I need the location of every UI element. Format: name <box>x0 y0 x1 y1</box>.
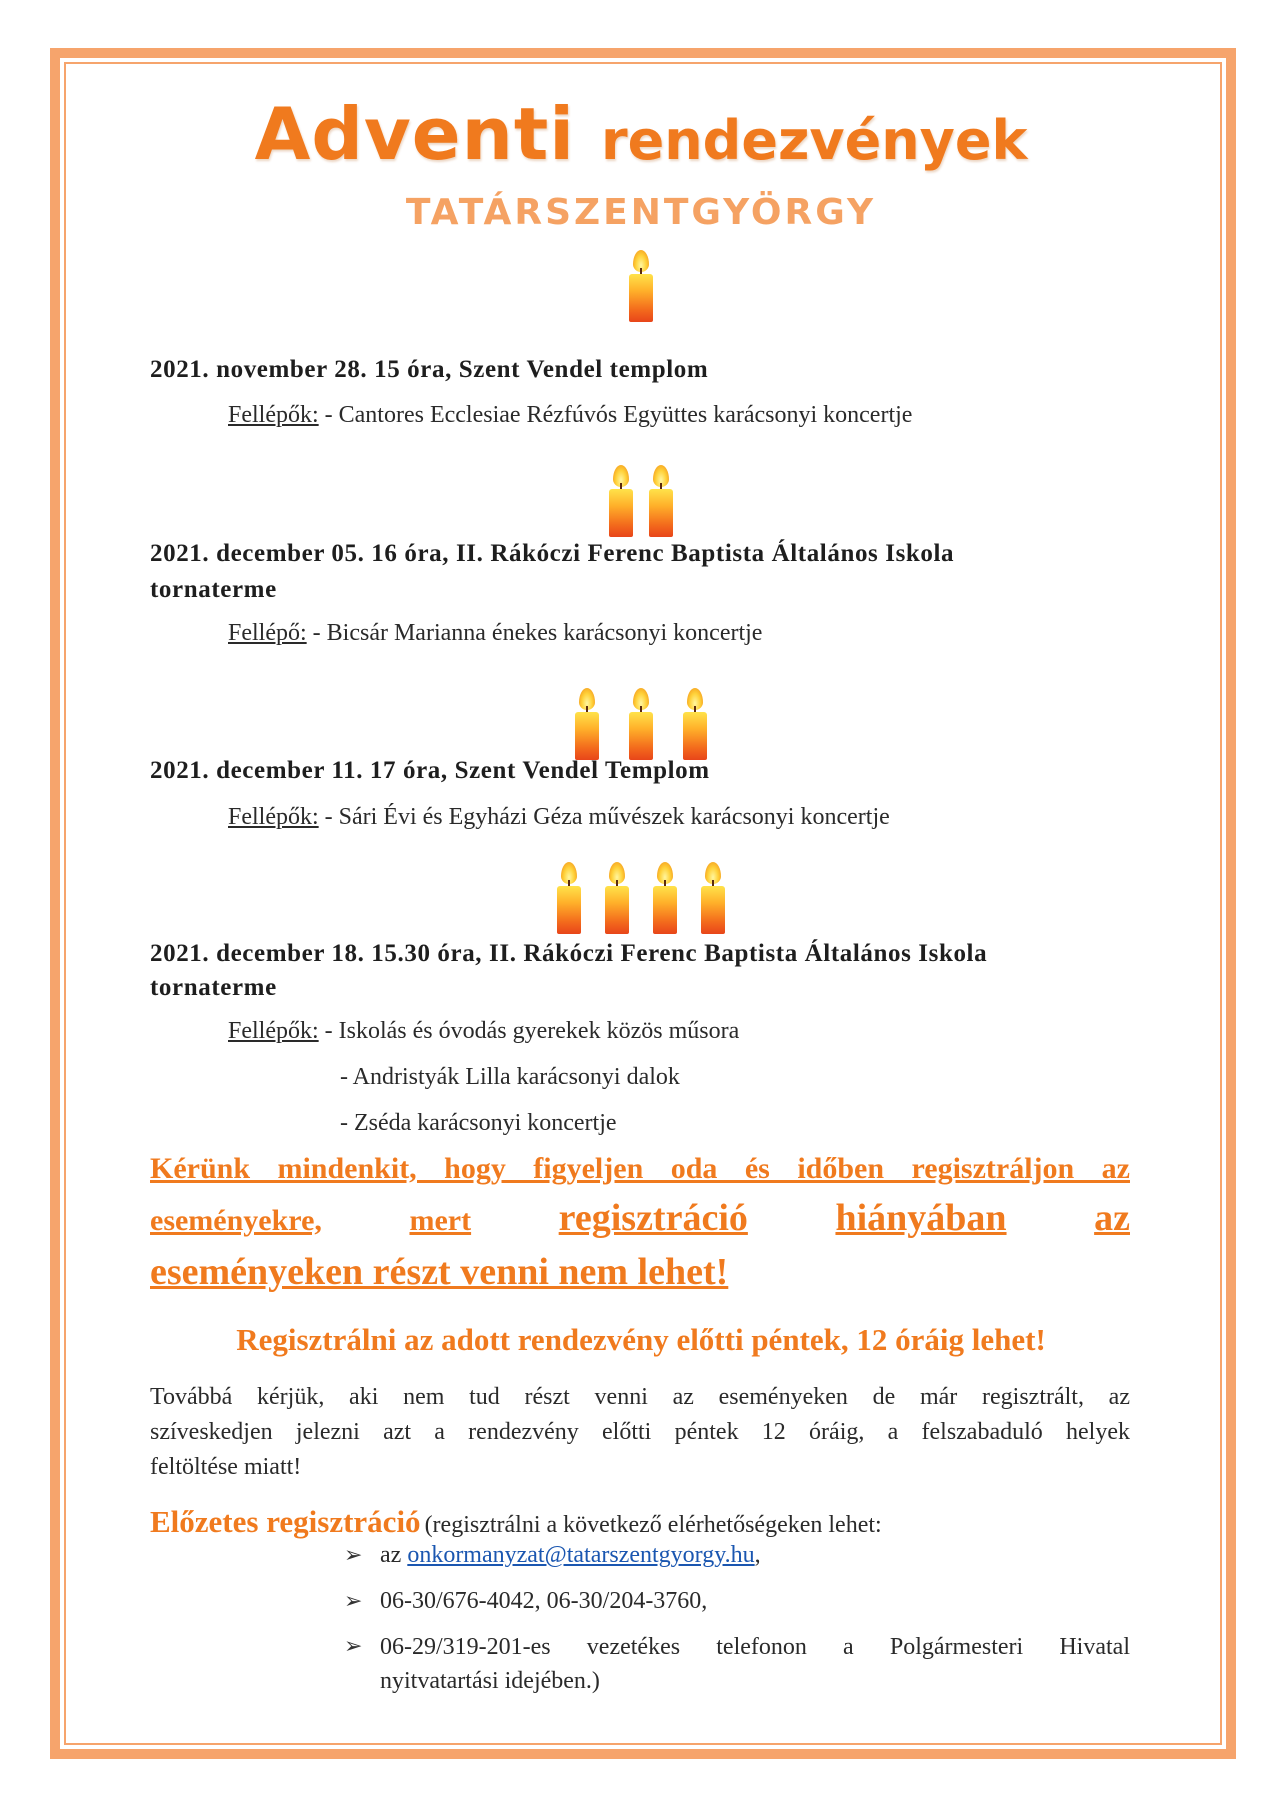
pre-registration-heading <box>150 1504 882 1540</box>
event-1-place: Szent Vendel templom <box>458 356 709 383</box>
landline-line-1: 06-29/319-201-es vezetékes telefonon a Polgármesteri Hivatal <box>380 1634 1130 1660</box>
warning-word-mert: mert <box>409 1204 472 1237</box>
cancellation-line-3: feltöltése miatt! <box>150 1454 302 1480</box>
candle-icon <box>605 465 637 537</box>
title-word-adventi: Adventi <box>254 92 575 176</box>
candles-two <box>0 465 1282 537</box>
event-4-performer-line-2: - Andristyák Lilla karácsonyi dalok <box>340 1064 680 1090</box>
event-1-performers <box>228 402 912 429</box>
contact-phones-item <box>344 1588 707 1615</box>
event-3-heading <box>150 757 710 785</box>
warning-line-2 <box>150 1196 1130 1240</box>
pre-registration-label: Előzetes regisztráció <box>150 1504 421 1539</box>
event-4-performer-line-3: - Zséda karácsonyi koncertje <box>340 1110 617 1136</box>
email-suffix: , <box>754 1542 761 1568</box>
cancellation-line-2: szíveskedjen jelezni azt a rendezvény előtti péntek 12 óráig, a felszabaduló helyek <box>150 1419 1130 1445</box>
candle-icon <box>625 688 657 760</box>
candle-icon <box>571 688 603 760</box>
event-2-performers <box>228 620 762 647</box>
event-4-date: 2021. december 18. 15.30 óra, <box>150 940 483 967</box>
event-1-performer-label: Fellépők: <box>228 402 319 428</box>
email-prefix: az <box>380 1542 402 1568</box>
candle-icon <box>553 862 585 934</box>
warning-line-3: eseményeken részt venni nem lehet! <box>150 1251 729 1293</box>
event-2-performer-label: Fellépő: <box>228 620 307 646</box>
event-2-heading <box>150 540 954 568</box>
event-4-place-line2: tornaterme <box>150 974 277 1001</box>
arrow-bullet-icon: ➢ <box>344 1634 363 1659</box>
candle-icon <box>625 250 657 322</box>
event-1-heading <box>150 356 708 384</box>
event-2-date: 2021. december 05. 16 óra, <box>150 540 450 567</box>
warning-line-1: Kérünk mindenkit, hogy figyeljen oda és időben regisztráljon az <box>150 1152 1130 1185</box>
event-2-place: II. Rákóczi Ferenc Baptista Általános Iskola <box>455 540 955 567</box>
event-4-performers <box>228 1018 739 1045</box>
event-4-performer-line-1: - Iskolás és óvodás gyerekek közös műsora <box>324 1018 740 1044</box>
event-4-place: II. Rákóczi Ferenc Baptista Általános Iskola <box>489 940 988 967</box>
pre-registration-note: (regisztrálni a következő elérhetőségeken lehet: <box>424 1512 882 1538</box>
contact-landline-item <box>344 1634 1130 1661</box>
warning-word-esemenyekre: eseményekre, <box>150 1204 322 1237</box>
email-link[interactable]: onkormanyzat@tatarszentgyorgy.hu <box>407 1542 755 1568</box>
candles-one <box>0 250 1282 322</box>
candles-three <box>0 688 1282 760</box>
event-3-performer-label: Fellépők: <box>228 804 319 830</box>
event-3-performers <box>228 804 890 831</box>
title-word-rendezvenyek: rendezvények <box>600 109 1028 172</box>
event-4-performer-label: Fellépők: <box>228 1018 319 1044</box>
candle-icon <box>679 688 711 760</box>
candle-icon <box>649 862 681 934</box>
event-2-place-line2: tornaterme <box>150 576 277 603</box>
warning-word-regisztracio: regisztráció <box>558 1197 748 1239</box>
candle-icon <box>601 862 633 934</box>
candle-icon <box>697 862 729 934</box>
event-2-performer-line: - Bicsár Marianna énekes karácsonyi koncertje <box>312 620 763 646</box>
candles-four <box>0 862 1282 934</box>
mobile-phones: 06-30/676-4042, 06-30/204-3760, <box>380 1588 708 1614</box>
event-1-performer-line: - Cantores Ecclesiae Rézfúvós Együttes karácsonyi koncertje <box>324 402 913 428</box>
poster-title <box>0 92 1282 176</box>
landline-line-2: nyitvatartási idejében.) <box>380 1668 600 1694</box>
contact-email-item <box>344 1542 761 1569</box>
arrow-bullet-icon: ➢ <box>344 1589 363 1614</box>
poster-subtitle: TATÁRSZENTGYÖRGY <box>405 192 877 233</box>
candle-icon <box>645 465 677 537</box>
event-3-date: 2021. december 11. 17 óra, <box>150 757 448 784</box>
event-1-date: 2021. november 28. 15 óra, <box>150 356 452 383</box>
event-3-place: Szent Vendel Templom <box>454 757 710 784</box>
cancellation-line-1: Továbbá kérjük, aki nem tud részt venni az eseményeken de már regisztrált, az <box>150 1384 1130 1410</box>
registration-deadline: Regisztrálni az adott rendezvény előtti péntek, 12 óráig lehet! <box>236 1322 1046 1357</box>
warning-word-az: az <box>1094 1197 1130 1239</box>
event-4-heading <box>150 940 987 968</box>
arrow-bullet-icon: ➢ <box>344 1543 363 1568</box>
warning-word-hianyaban: hiányában <box>835 1197 1007 1239</box>
event-3-performer-line: - Sári Évi és Egyházi Géza művészek karácsonyi koncertje <box>324 804 890 830</box>
